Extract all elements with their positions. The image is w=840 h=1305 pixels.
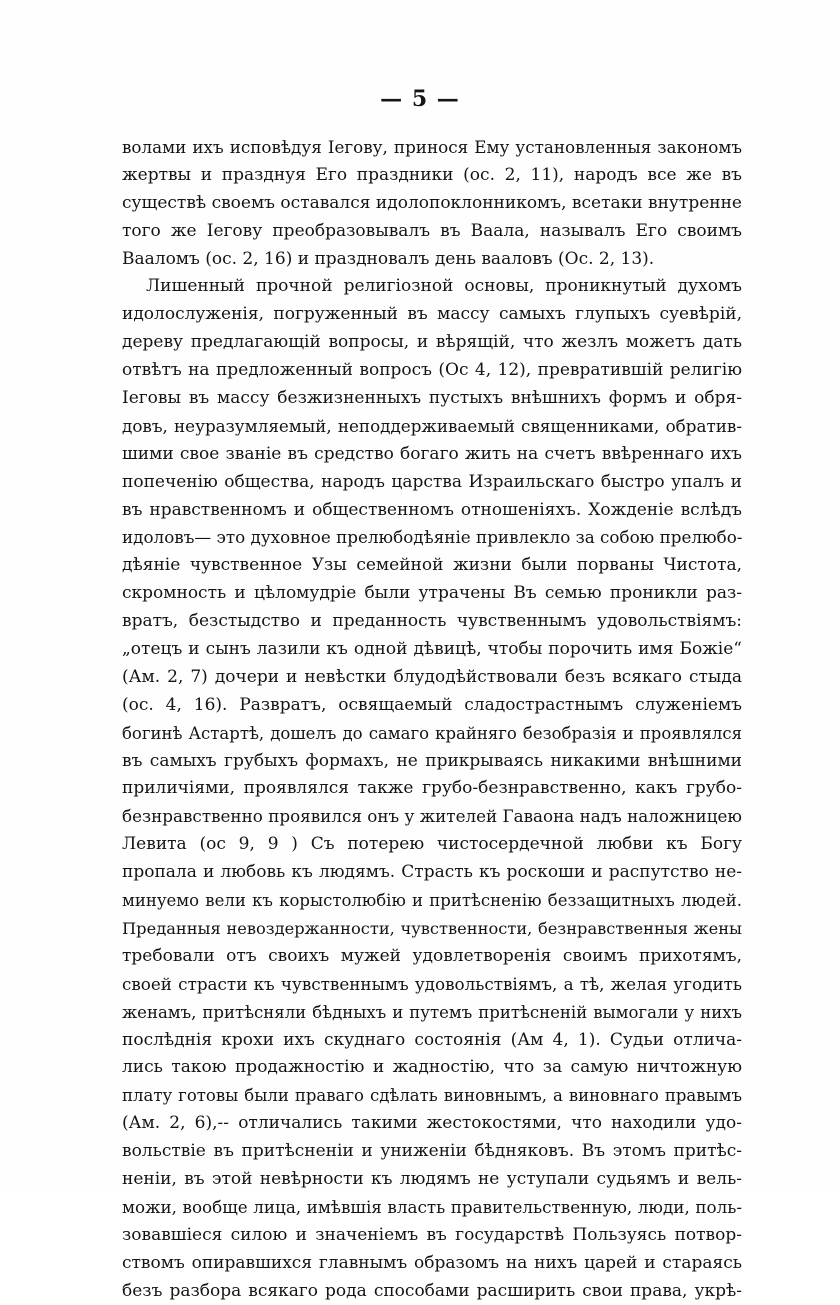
text-line: безъ разбора всякаго рода способами расширить свои права, укрѣ- [122, 1280, 742, 1301]
paragraph-start-line: Лишенный прочной религіозной основы, проникнутый духомъ [146, 276, 742, 297]
text-line: волами ихъ исповѣдуя Іегову, принося Ему установленныя закономъ [122, 137, 742, 157]
text-line: Левита (ос 9, 9 ) Съ потерею чистосердечной любви къ Богу [122, 834, 742, 855]
text-line: ствомъ опиравшихся главнымъ образомъ на нихъ царей и стараясь [122, 1252, 742, 1273]
text-line: неніи, въ этой невѣрности къ людямъ не уступали судьямъ и вель- [122, 1168, 742, 1189]
text-line: дереву предлагающій вопросы, и вѣрящій, что жезлъ можетъ дать [122, 332, 742, 353]
text-line: можи, вообще лица, имѣвшія власть правительственную, люди, поль- [122, 1196, 742, 1217]
text-line: жертвы и празднуя Его праздники (ос. 2, 11), народъ все же въ [122, 164, 742, 185]
page-number: — 5 — [380, 86, 460, 112]
body-text [122, 134, 742, 1305]
text-line: попеченію общества, народъ царства Израильскаго быстро упалъ и [122, 471, 742, 492]
text-line: вольствіе въ притѣсненіи и униженіи бѣдняковъ. Въ этомъ притѣс- [122, 1141, 742, 1162]
text-line: богинѣ Астартѣ, дошелъ до самаго крайняго безобразія и проявлялся [122, 723, 742, 743]
text-line: приличіями, проявлялся также грубо-безнравственно, какъ грубо- [122, 778, 742, 799]
text-line: дѣяніе чувственное Узы семейной жизни были порваны Чистота, [122, 555, 742, 576]
text-line: (Ам. 2, 7) дочери и невѣстки блудодѣйствовали безъ всякаго стыда [122, 666, 742, 687]
text-line: скромность и цѣломудріе были утрачены Въ семью проникли раз- [122, 583, 742, 604]
text-line: вратъ, безстыдство и преданность чувственнымъ удовольствіямъ: [122, 611, 742, 632]
text-line: Іеговы въ массу безжизненныхъ пустыхъ внѣшнихъ формъ и обря- [122, 388, 742, 409]
text-line: отвѣтъ на предложенный вопросъ (Ос 4, 12), превратившій религію [122, 360, 742, 381]
text-line: Преданныя невоздержанности, чувственности, безнравственныя жены [122, 918, 742, 938]
text-line: существѣ своемъ оставался идолопоклонникомъ, всетаки внутренне [122, 192, 742, 213]
text-line: послѣднія крохи ихъ скуднаго состоянія (Ам 4, 1). Судьи отлича- [122, 1029, 742, 1050]
text-line: женамъ, притѣсняли бѣдныхъ и путемъ притѣсненій вымогали у нихъ [122, 1002, 742, 1022]
text-line: зовавшіеся силою и значеніемъ въ государствѣ Пользуясь потвор- [122, 1224, 742, 1245]
text-line: шими свое званіе въ средство богаго жить на счетъ ввѣреннаго ихъ [122, 443, 742, 464]
text-line: того же Іегову преобразовывалъ въ Ваала, называлъ Его своимъ [122, 220, 742, 241]
text-line: своей страсти къ чувственнымъ удовольствіямъ, а тѣ, желая угодить [122, 973, 742, 994]
text-line: минуемо вели къ корыстолюбію и притѣсненію беззащитныхъ людей. [122, 891, 742, 911]
text-line: въ нравственномъ и общественномъ отношеніяхъ. Хожденіе вслѣдъ [122, 499, 742, 520]
text-line: довъ, неуразумляемый, неподдерживаемый священниками, обратив- [122, 415, 742, 436]
text-line: (Ам. 2, 6),-- отличались такими жестокостями, что находили удо- [122, 1113, 742, 1134]
text-line: безнравственно проявился онъ у жителей Гаваона надъ наложницею [122, 806, 742, 827]
text-line: „отецъ и сынъ лазили къ одной дѣвицѣ, чтобы порочить имя Божіе“ [122, 639, 742, 660]
text-line: идоловъ— это духовное прелюбодѣяніе привлекло за собою прелюбо- [122, 527, 742, 548]
text-line: Вааломъ (ос. 2, 16) и праздновалъ день вааловъ (Ос. 2, 13). [122, 248, 655, 269]
text-line: въ самыхъ грубыхъ формахъ, не прикрываясь никакими внѣшними [122, 750, 742, 771]
text-line: пропала и любовь къ людямъ. Страсть къ роскоши и распутство не- [122, 862, 742, 883]
text-line: (ос. 4, 16). Развратъ, освящаемый сладострастнымъ служеніемъ [122, 694, 742, 715]
text-line: лись такою продажностію и жадностію, что за самую ничтожную [122, 1057, 742, 1078]
text-line: требовали отъ своихъ мужей удовлетворенія своимъ прихотямъ, [122, 945, 742, 966]
text-line: идолослуженія, погруженный въ массу самыхъ глупыхъ суевѣрій, [122, 304, 742, 325]
text-line: плату готовы были праваго сдѣлать виновнымъ, а виновнаго правымъ [122, 1086, 742, 1106]
